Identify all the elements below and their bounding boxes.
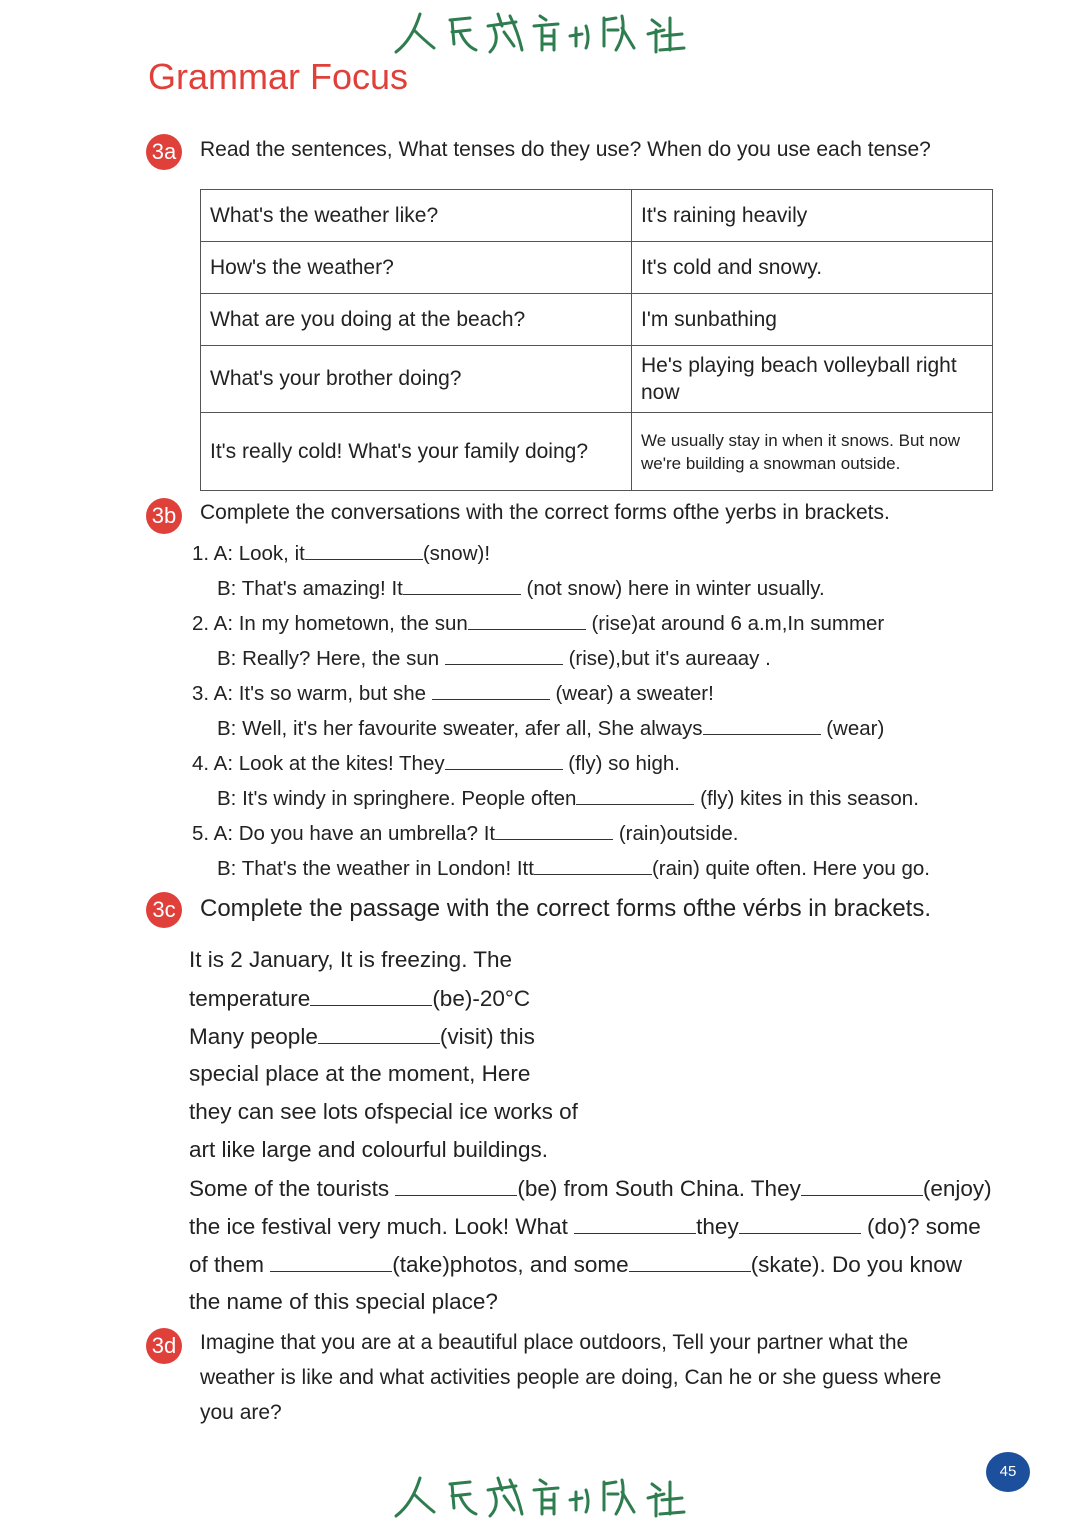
table-row — [201, 294, 993, 346]
answer-blank[interactable] — [576, 786, 694, 805]
answer-blank[interactable] — [739, 1213, 861, 1234]
passage-text: Many people — [189, 1024, 318, 1049]
line-text: (rain)outside. — [613, 822, 739, 845]
exercise-line — [217, 716, 884, 741]
answer-blank[interactable] — [801, 1175, 923, 1196]
exercise-line — [192, 541, 490, 566]
table-row — [201, 413, 993, 491]
exercise-line — [217, 576, 825, 601]
passage-text: special place at the moment, Here — [189, 1061, 531, 1086]
table-answer: I'm sunbathing — [632, 294, 993, 346]
line-text: (fly) kites in this season. — [694, 787, 919, 810]
line-text: 2. A: In my hometown, the sun — [192, 612, 468, 635]
passage-text: Some of the tourists — [189, 1176, 396, 1201]
passage-line — [189, 1099, 578, 1125]
passage-line — [189, 1213, 981, 1240]
exercise-line — [217, 646, 771, 671]
line-text: 3. A: It's so warm, but she — [192, 682, 432, 705]
passage-text: (be)-20°C — [432, 986, 531, 1011]
line-text: (snow)! — [422, 542, 491, 565]
passage-text: It is 2 January, It is freezing. The — [189, 947, 513, 972]
passage-line — [189, 1023, 535, 1050]
passage-line — [189, 1289, 498, 1315]
answer-blank[interactable] — [318, 1023, 440, 1044]
table-question: What are you doing at the beach? — [201, 294, 632, 346]
table-row — [201, 346, 993, 413]
page-number: 45 — [986, 1452, 1030, 1492]
answer-blank[interactable] — [403, 576, 521, 595]
line-text: B: It's windy in springhere. People often — [217, 787, 577, 810]
table-answer: It's raining heavily — [632, 190, 993, 242]
table-row — [201, 190, 993, 242]
exercise-line — [192, 751, 680, 776]
publisher-logo-bottom — [390, 1470, 690, 1522]
line-text: (wear) — [820, 717, 885, 740]
answer-blank[interactable] — [305, 541, 423, 560]
answer-blank[interactable] — [703, 716, 821, 735]
answer-blank[interactable] — [445, 646, 563, 665]
answer-blank[interactable] — [574, 1213, 696, 1234]
line-text: B: Well, it's her favourite sweater, afer all, She always — [217, 717, 703, 740]
answer-blank[interactable] — [270, 1251, 392, 1272]
page-title: Grammar Focus — [148, 56, 409, 97]
table-question: How's the weather? — [201, 242, 632, 294]
line-text: 4. A: Look at the kites! They — [192, 752, 445, 775]
passage-text: (take)photos, and some — [392, 1252, 629, 1277]
passage-text: of them — [189, 1252, 271, 1277]
badge-3a: 3a — [146, 134, 182, 170]
instruction-3d-line: Imagine that you are at a beautiful place outdoors, Tell your partner what the — [200, 1331, 909, 1354]
exercise-line — [192, 611, 884, 636]
exercise-line — [217, 856, 930, 881]
table-question: What's your brother doing? — [201, 346, 632, 413]
instruction-3c: Complete the passage with the correct forms ofthe vérbs in brackets. — [200, 895, 932, 922]
answer-blank[interactable] — [445, 751, 563, 770]
passage-text: (skate). Do you know — [750, 1252, 963, 1277]
instruction-3a: Read the sentences, What tenses do they use? When do you use each tense? — [200, 138, 931, 161]
passage-line — [189, 1061, 530, 1087]
badge-3d: 3d — [146, 1328, 182, 1364]
exercise-line — [192, 681, 714, 706]
passage-line — [189, 985, 530, 1012]
line-text: 1. A: Look, it — [192, 542, 305, 565]
grammar-table — [200, 189, 993, 491]
badge-3b: 3b — [146, 498, 182, 534]
passage-line — [189, 947, 512, 973]
line-text: 5. A: Do you have an umbrella? It — [192, 822, 496, 845]
table-question: What's the weather like? — [201, 190, 632, 242]
passage-line — [189, 1137, 548, 1163]
passage-text: (do)? some — [860, 1214, 981, 1239]
table-answer: It's cold and snowy. — [632, 242, 993, 294]
table-answer: He's playing beach volleyball right now — [632, 346, 993, 413]
passage-text: they can see lots ofspecial ice works of — [189, 1099, 578, 1124]
line-text: (rain) quite often. Here you go. — [651, 857, 930, 880]
table-question: It's really cold! What's your family doing? — [201, 413, 632, 491]
line-text: (not snow) here in winter usually. — [520, 577, 825, 600]
passage-text: (enjoy) — [922, 1176, 992, 1201]
instruction-3d-line: you are? — [200, 1401, 282, 1424]
table-row — [201, 242, 993, 294]
answer-blank[interactable] — [495, 821, 613, 840]
answer-blank[interactable] — [468, 611, 586, 630]
line-text: B: That's the weather in London! Itt — [217, 857, 534, 880]
publisher-logo-icon — [390, 6, 690, 58]
instruction-3d-line: weather is like and what activities people are doing, Can he or she guess where — [200, 1366, 942, 1389]
passage-text: they — [696, 1214, 739, 1239]
line-text: (rise),but it's aureaay . — [562, 647, 771, 670]
passage-line — [189, 1175, 992, 1202]
answer-blank[interactable] — [395, 1175, 517, 1196]
line-text: (wear) a sweater! — [549, 682, 714, 705]
line-text: (fly) so high. — [562, 752, 680, 775]
passage-line — [189, 1251, 962, 1278]
passage-text: art like large and colourful buildings. — [189, 1137, 548, 1162]
publisher-logo-icon — [390, 1470, 690, 1522]
answer-blank[interactable] — [310, 985, 432, 1006]
passage-text: (visit) this — [439, 1024, 535, 1049]
passage-text: (be) from South China. They — [517, 1176, 801, 1201]
table-answer: We usually stay in when it snows. But now we're building a snowman outside. — [632, 413, 993, 491]
passage-text: temperature — [189, 986, 311, 1011]
instruction-3b: Complete the conversations with the correct forms ofthe yerbs in brackets. — [200, 501, 890, 524]
badge-3c: 3c — [146, 892, 182, 928]
answer-blank[interactable] — [534, 856, 652, 875]
line-text: B: That's amazing! It — [217, 577, 403, 600]
publisher-logo-top — [390, 6, 690, 58]
answer-blank[interactable] — [629, 1251, 751, 1272]
passage-text: the name of this special place? — [189, 1289, 498, 1314]
exercise-line — [217, 786, 919, 811]
answer-blank[interactable] — [432, 681, 550, 700]
line-text: (rise)at around 6 a.m,In summer — [585, 612, 885, 635]
line-text: B: Really? Here, the sun — [217, 647, 445, 670]
exercise-line — [192, 821, 738, 846]
passage-text: the ice festival very much. Look! What — [189, 1214, 575, 1239]
